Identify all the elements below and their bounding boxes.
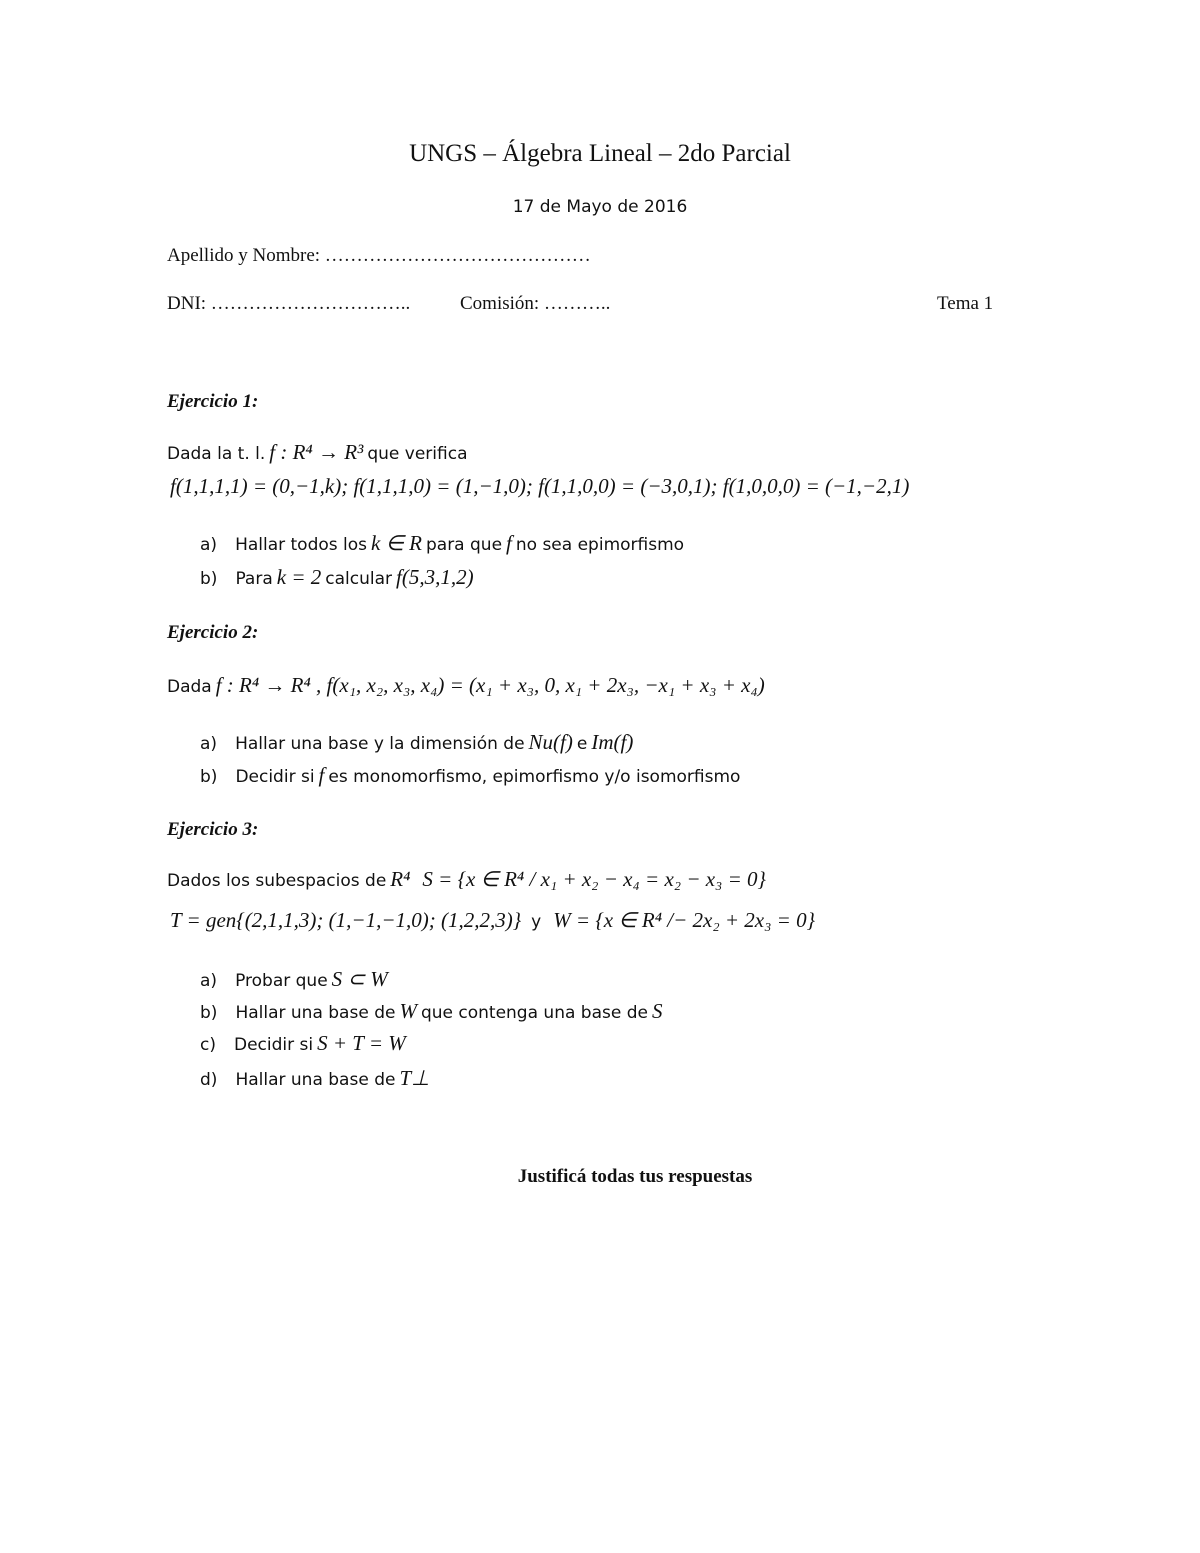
exam-date: 17 de Mayo de 2016 bbox=[512, 197, 688, 217]
comision-field: Comisión: ……….. bbox=[460, 293, 611, 314]
exercise-3-subspace-s bbox=[167, 867, 766, 892]
name-field: Apellido y Nombre: …………………………………… bbox=[167, 245, 591, 266]
exercise-3-item-a bbox=[200, 967, 388, 992]
math-inline: Nu(f) bbox=[528, 730, 573, 754]
item-text: Probar que bbox=[235, 971, 328, 991]
intro-text: Dada la t. l. bbox=[167, 444, 266, 464]
math-inline: f bbox=[506, 531, 512, 555]
item-label: b) bbox=[200, 767, 218, 787]
math-inline: k ∈ R bbox=[371, 531, 422, 555]
tema-label: Tema 1 bbox=[937, 293, 994, 314]
math-inline: S bbox=[651, 999, 663, 1023]
item-label: d) bbox=[200, 1070, 218, 1090]
item-text: calcular bbox=[325, 569, 392, 589]
item-text: Hallar una base de bbox=[235, 1003, 396, 1023]
math-inline: k = 2 bbox=[276, 565, 322, 589]
item-text: Hallar una base de bbox=[235, 1070, 396, 1090]
exercise-1-item-b bbox=[200, 565, 474, 590]
item-text: Para bbox=[235, 569, 273, 589]
intro-text: Dada bbox=[167, 677, 212, 697]
item-text: para que bbox=[425, 535, 503, 555]
item-label: b) bbox=[200, 569, 218, 589]
item-label: a) bbox=[200, 535, 218, 555]
exercise-3-title: Ejercicio 3: bbox=[167, 819, 259, 840]
item-text: Hallar todos los bbox=[235, 535, 368, 555]
exercise-2-title: Ejercicio 2: bbox=[167, 622, 259, 643]
exercise-1-item-a bbox=[200, 531, 684, 556]
exercise-3-item-d bbox=[200, 1066, 429, 1091]
math-inline: R⁴ bbox=[390, 867, 411, 891]
justify-instruction: Justificá todas tus respuestas bbox=[517, 1166, 753, 1187]
math-inline: S + T = W bbox=[317, 1031, 406, 1055]
exercise-1-intro bbox=[167, 440, 468, 465]
s-definition: S = {x ∈ R⁴ / x₁ + x₂ − x₄ = x₂ − x₃ = 0} bbox=[422, 867, 766, 891]
exercise-3-item-c bbox=[200, 1031, 406, 1056]
w-definition: W = {x ∈ R⁴ /− 2x₂ + 2x₃ = 0} bbox=[553, 908, 815, 932]
t-definition: T = gen{(2,1,1,3); (1,−1,−1,0); (1,2,2,3)} bbox=[170, 908, 522, 932]
item-label: b) bbox=[200, 1003, 218, 1023]
exercise-2-item-b bbox=[200, 763, 740, 788]
item-text: e bbox=[576, 734, 588, 754]
conditions-formula: f(1,1,1,1) = (0,−1,k); f(1,1,1,0) = (1,−1,0); f(1,1,0,0) = (−3,0,1); f(1,0,0,0) = (−1,−2,1) bbox=[170, 474, 910, 498]
exercise-2-item-a bbox=[200, 730, 633, 755]
exercise-2-definition bbox=[167, 673, 765, 698]
item-label: a) bbox=[200, 971, 218, 991]
item-label: c) bbox=[200, 1035, 216, 1055]
item-text: no sea epimorfismo bbox=[515, 535, 685, 555]
item-text: que contenga una base de bbox=[420, 1003, 648, 1023]
intro-text: Dados los subespacios de bbox=[167, 871, 387, 891]
item-label: a) bbox=[200, 734, 218, 754]
exercise-3-item-b bbox=[200, 999, 662, 1024]
map-formula: f : R⁴ → R³ bbox=[269, 440, 364, 464]
exercise-3-subspaces-t-w bbox=[170, 908, 815, 933]
item-text: Hallar una base y la dimensión de bbox=[235, 734, 525, 754]
math-inline: W bbox=[399, 999, 417, 1023]
math-inline: S ⊂ W bbox=[331, 967, 388, 991]
dni-field: DNI: ………………………….. bbox=[167, 293, 411, 314]
exercise-1-title: Ejercicio 1: bbox=[167, 391, 259, 412]
intro-end-text: que verifica bbox=[367, 444, 468, 464]
math-inline: Im(f) bbox=[591, 730, 634, 754]
page-title: UNGS – Álgebra Lineal – 2do Parcial bbox=[409, 140, 791, 167]
math-inline: T⊥ bbox=[399, 1066, 430, 1090]
math-inline: f(5,3,1,2) bbox=[396, 565, 474, 589]
item-text: Decidir si bbox=[235, 767, 315, 787]
item-text: Decidir si bbox=[233, 1035, 314, 1055]
item-text: es monomorfismo, epimorfismo y/o isomorfismo bbox=[328, 767, 741, 787]
conjunction-text: y bbox=[531, 912, 542, 932]
math-inline: f bbox=[318, 763, 325, 787]
definition-formula: f : R⁴ → R⁴ , f(x₁, x₂, x₃, x₄) = (x₁ + x₃, 0, x₁ + 2x₃, −x₁ + x₃ + x₄) bbox=[215, 673, 765, 697]
